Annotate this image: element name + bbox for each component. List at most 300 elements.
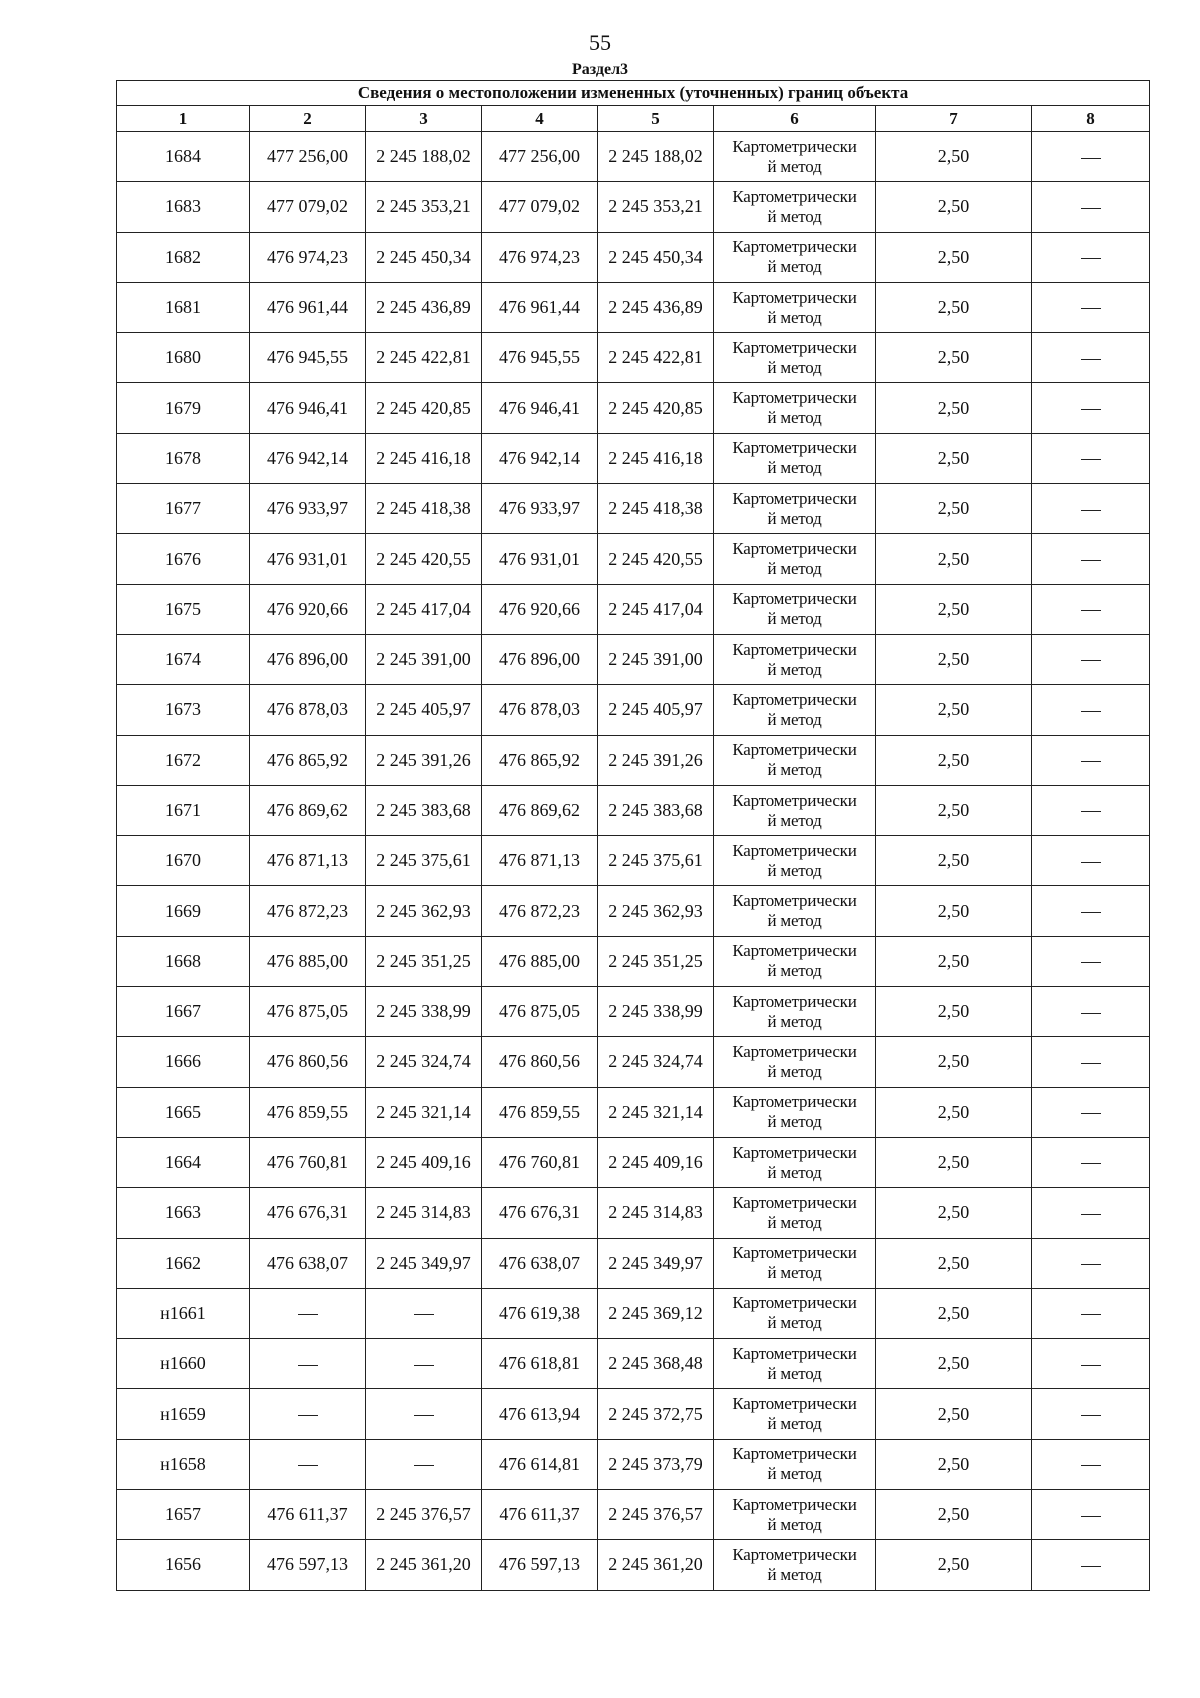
point-number-cell: 1657 (117, 1490, 250, 1540)
note-cell (1032, 1188, 1150, 1238)
accuracy-cell: 2,50 (876, 333, 1032, 383)
column-number-8: 8 (1032, 106, 1150, 132)
y-refined-cell: 2 245 391,26 (598, 735, 714, 785)
y-refined-cell: 2 245 420,55 (598, 534, 714, 584)
accuracy-cell: 2,50 (876, 987, 1032, 1037)
table-caption-row (117, 81, 1150, 106)
table-row (117, 1238, 1150, 1288)
point-number-cell: 1662 (117, 1238, 250, 1288)
method-line-2: й метод (767, 810, 822, 830)
table-caption: Сведения о местоположении измененных (уточненных) границ объекта (117, 81, 1150, 106)
y-existing-cell: 2 245 409,16 (366, 1137, 482, 1187)
method-line-1: Картометрически (732, 539, 857, 559)
x-refined-cell: 476 638,07 (482, 1238, 598, 1288)
x-refined-cell: 476 760,81 (482, 1137, 598, 1187)
method-cell (714, 685, 876, 735)
x-existing-cell: 476 931,01 (250, 534, 366, 584)
method-line-1: Картометрически (732, 991, 857, 1011)
y-existing-cell: 2 245 353,21 (366, 182, 482, 232)
accuracy-cell: 2,50 (876, 1238, 1032, 1288)
dash-mark (1081, 1013, 1101, 1014)
dash-mark (1081, 761, 1101, 762)
x-existing-cell: 476 760,81 (250, 1137, 366, 1187)
y-existing-cell: 2 245 391,26 (366, 735, 482, 785)
method-cell (714, 1037, 876, 1087)
method-line-2: й метод (767, 508, 822, 528)
table-row (117, 1439, 1150, 1489)
x-refined-cell: 476 933,97 (482, 484, 598, 534)
note-cell (1032, 634, 1150, 684)
method-cell (714, 1137, 876, 1187)
x-refined-cell: 476 676,31 (482, 1188, 598, 1238)
method-line-1: Картометрически (732, 1142, 857, 1162)
point-number-cell: 1683 (117, 182, 250, 232)
x-refined-cell: 476 920,66 (482, 584, 598, 634)
method-line-2: й метод (767, 408, 822, 428)
method-line-1: Картометрически (732, 438, 857, 458)
method-line-2: й метод (767, 659, 822, 679)
method-line-1: Картометрически (732, 941, 857, 961)
method-line-1: Картометрически (732, 1494, 857, 1514)
method-cell (714, 634, 876, 684)
x-refined-cell: 476 859,55 (482, 1087, 598, 1137)
point-number-cell: 1672 (117, 735, 250, 785)
column-number-2: 2 (250, 106, 366, 132)
table-row (117, 735, 1150, 785)
dash-mark (298, 1465, 318, 1466)
method-cell (714, 232, 876, 282)
x-refined-cell: 476 614,81 (482, 1439, 598, 1489)
accuracy-cell: 2,50 (876, 534, 1032, 584)
x-existing-cell (250, 1439, 366, 1489)
x-existing-cell: 476 945,55 (250, 333, 366, 383)
dash-mark (298, 1365, 318, 1366)
method-line-2: й метод (767, 709, 822, 729)
table-row (117, 886, 1150, 936)
x-refined-cell: 477 256,00 (482, 132, 598, 182)
method-line-2: й метод (767, 961, 822, 981)
x-existing-cell: 476 676,31 (250, 1188, 366, 1238)
dash-mark (1081, 1566, 1101, 1567)
accuracy-cell: 2,50 (876, 282, 1032, 332)
table-row (117, 1490, 1150, 1540)
point-number-cell: н1659 (117, 1389, 250, 1439)
note-cell (1032, 1439, 1150, 1489)
y-refined-cell: 2 245 376,57 (598, 1490, 714, 1540)
x-refined-cell: 476 945,55 (482, 333, 598, 383)
x-existing-cell: 476 859,55 (250, 1087, 366, 1137)
method-cell (714, 282, 876, 332)
x-existing-cell: 476 872,23 (250, 886, 366, 936)
method-line-2: й метод (767, 156, 822, 176)
x-existing-cell: 476 920,66 (250, 584, 366, 634)
accuracy-cell: 2,50 (876, 886, 1032, 936)
y-existing-cell: 2 245 418,38 (366, 484, 482, 534)
x-existing-cell: 476 597,13 (250, 1540, 366, 1590)
table-row (117, 383, 1150, 433)
method-cell (714, 735, 876, 785)
method-line-2: й метод (767, 1112, 822, 1132)
dash-mark (1081, 308, 1101, 309)
method-line-1: Картометрически (732, 337, 857, 357)
x-refined-cell: 476 942,14 (482, 433, 598, 483)
note-cell (1032, 484, 1150, 534)
method-line-2: й метод (767, 1313, 822, 1333)
accuracy-cell: 2,50 (876, 785, 1032, 835)
method-cell (714, 1490, 876, 1540)
point-number-cell: 1684 (117, 132, 250, 182)
table-row (117, 484, 1150, 534)
y-existing-cell: 2 245 383,68 (366, 785, 482, 835)
table-row (117, 1087, 1150, 1137)
y-existing-cell: 2 245 324,74 (366, 1037, 482, 1087)
dash-mark (1081, 811, 1101, 812)
x-existing-cell: 476 869,62 (250, 785, 366, 835)
note-cell (1032, 1389, 1150, 1439)
method-line-1: Картометрически (732, 136, 857, 156)
note-cell (1032, 785, 1150, 835)
point-number-cell: 1675 (117, 584, 250, 634)
table-row (117, 785, 1150, 835)
accuracy-cell: 2,50 (876, 685, 1032, 735)
dash-mark (1081, 158, 1101, 159)
method-line-2: й метод (767, 1162, 822, 1182)
dash-mark (1081, 1415, 1101, 1416)
table-row (117, 1288, 1150, 1338)
accuracy-cell: 2,50 (876, 1288, 1032, 1338)
x-refined-cell: 476 961,44 (482, 282, 598, 332)
table-row (117, 584, 1150, 634)
dash-mark (1081, 409, 1101, 410)
note-cell (1032, 685, 1150, 735)
x-existing-cell (250, 1389, 366, 1439)
x-refined-cell: 476 872,23 (482, 886, 598, 936)
table-row (117, 1339, 1150, 1389)
point-number-cell: 1671 (117, 785, 250, 835)
dash-mark (1081, 1314, 1101, 1315)
y-existing-cell: 2 245 405,97 (366, 685, 482, 735)
method-cell (714, 1238, 876, 1288)
dash-mark (1081, 1163, 1101, 1164)
y-existing-cell: 2 245 391,00 (366, 634, 482, 684)
y-refined-cell: 2 245 338,99 (598, 987, 714, 1037)
point-number-cell: 1667 (117, 987, 250, 1037)
y-refined-cell: 2 245 436,89 (598, 282, 714, 332)
x-existing-cell: 476 961,44 (250, 282, 366, 332)
x-existing-cell: 476 865,92 (250, 735, 366, 785)
method-line-1: Картометрически (732, 488, 857, 508)
note-cell (1032, 836, 1150, 886)
point-number-cell: 1669 (117, 886, 250, 936)
point-number-cell: 1680 (117, 333, 250, 383)
x-existing-cell (250, 1339, 366, 1389)
column-number-5: 5 (598, 106, 714, 132)
accuracy-cell: 2,50 (876, 735, 1032, 785)
y-existing-cell: 2 245 188,02 (366, 132, 482, 182)
accuracy-cell: 2,50 (876, 634, 1032, 684)
method-cell (714, 1339, 876, 1389)
point-number-cell: 1676 (117, 534, 250, 584)
y-existing-cell: 2 245 338,99 (366, 987, 482, 1037)
dash-mark (414, 1365, 434, 1366)
dash-mark (1081, 359, 1101, 360)
x-existing-cell: 476 946,41 (250, 383, 366, 433)
point-number-cell: 1677 (117, 484, 250, 534)
dash-mark (414, 1314, 434, 1315)
note-cell (1032, 333, 1150, 383)
method-line-1: Картометрически (732, 689, 857, 709)
method-cell (714, 383, 876, 433)
accuracy-cell: 2,50 (876, 1540, 1032, 1590)
note-cell (1032, 987, 1150, 1037)
note-cell (1032, 534, 1150, 584)
note-cell (1032, 232, 1150, 282)
x-refined-cell: 476 896,00 (482, 634, 598, 684)
method-cell (714, 987, 876, 1037)
dash-mark (298, 1314, 318, 1315)
method-line-1: Картометрически (732, 287, 857, 307)
table-row (117, 282, 1150, 332)
dash-mark (1081, 962, 1101, 963)
x-existing-cell: 476 871,13 (250, 836, 366, 886)
x-existing-cell: 476 638,07 (250, 1238, 366, 1288)
note-cell (1032, 584, 1150, 634)
column-number-7: 7 (876, 106, 1032, 132)
point-number-cell: н1658 (117, 1439, 250, 1489)
point-number-cell: 1682 (117, 232, 250, 282)
table-row (117, 987, 1150, 1037)
method-cell (714, 1188, 876, 1238)
y-existing-cell (366, 1339, 482, 1389)
table-row (117, 1137, 1150, 1187)
y-refined-cell: 2 245 188,02 (598, 132, 714, 182)
dash-mark (1081, 711, 1101, 712)
method-line-1: Картометрически (732, 388, 857, 408)
boundary-coordinates-table (116, 80, 1150, 1591)
point-number-cell: 1681 (117, 282, 250, 332)
y-refined-cell: 2 245 417,04 (598, 584, 714, 634)
x-existing-cell: 476 974,23 (250, 232, 366, 282)
point-number-cell: 1666 (117, 1037, 250, 1087)
method-line-1: Картометрически (732, 891, 857, 911)
y-refined-cell: 2 245 375,61 (598, 836, 714, 886)
table-row (117, 232, 1150, 282)
dash-mark (1081, 258, 1101, 259)
accuracy-cell: 2,50 (876, 484, 1032, 534)
method-line-2: й метод (767, 559, 822, 579)
dash-mark (414, 1465, 434, 1466)
y-refined-cell: 2 245 391,00 (598, 634, 714, 684)
method-cell (714, 785, 876, 835)
method-cell (714, 333, 876, 383)
note-cell (1032, 1288, 1150, 1338)
note-cell (1032, 182, 1150, 232)
accuracy-cell: 2,50 (876, 1137, 1032, 1187)
method-line-2: й метод (767, 609, 822, 629)
method-line-2: й метод (767, 1414, 822, 1434)
y-refined-cell: 2 245 324,74 (598, 1037, 714, 1087)
x-refined-cell: 476 931,01 (482, 534, 598, 584)
y-existing-cell: 2 245 351,25 (366, 936, 482, 986)
point-number-cell: 1665 (117, 1087, 250, 1137)
y-refined-cell: 2 245 353,21 (598, 182, 714, 232)
y-refined-cell: 2 245 362,93 (598, 886, 714, 936)
note-cell (1032, 886, 1150, 936)
accuracy-cell: 2,50 (876, 936, 1032, 986)
x-existing-cell: 477 079,02 (250, 182, 366, 232)
method-line-2: й метод (767, 1564, 822, 1584)
accuracy-cell: 2,50 (876, 1339, 1032, 1389)
dash-mark (1081, 660, 1101, 661)
table-row (117, 836, 1150, 886)
x-existing-cell: 476 878,03 (250, 685, 366, 735)
table-row (117, 936, 1150, 986)
x-existing-cell: 476 896,00 (250, 634, 366, 684)
note-cell (1032, 1238, 1150, 1288)
accuracy-cell: 2,50 (876, 383, 1032, 433)
x-existing-cell: 476 611,37 (250, 1490, 366, 1540)
x-existing-cell: 476 875,05 (250, 987, 366, 1037)
section-title: Раздел3 (571, 61, 629, 78)
method-line-1: Картометрически (732, 790, 857, 810)
method-line-1: Картометрически (732, 589, 857, 609)
method-line-2: й метод (767, 357, 822, 377)
y-existing-cell: 2 245 361,20 (366, 1540, 482, 1590)
table-row (117, 1037, 1150, 1087)
note-cell (1032, 1540, 1150, 1590)
method-line-2: й метод (767, 307, 822, 327)
dash-mark (1081, 912, 1101, 913)
note-cell (1032, 1339, 1150, 1389)
method-line-2: й метод (767, 1011, 822, 1031)
dash-mark (1081, 1214, 1101, 1215)
accuracy-cell: 2,50 (876, 182, 1032, 232)
x-refined-cell: 476 875,05 (482, 987, 598, 1037)
x-existing-cell: 477 256,00 (250, 132, 366, 182)
table-row (117, 534, 1150, 584)
method-line-1: Картометрически (732, 1544, 857, 1564)
method-line-2: й метод (767, 1061, 822, 1081)
dash-mark (1081, 1465, 1101, 1466)
method-cell (714, 484, 876, 534)
x-refined-cell: 476 871,13 (482, 836, 598, 886)
point-number-cell: 1674 (117, 634, 250, 684)
point-number-cell: 1678 (117, 433, 250, 483)
method-line-2: й метод (767, 257, 822, 277)
y-refined-cell: 2 245 450,34 (598, 232, 714, 282)
accuracy-cell: 2,50 (876, 836, 1032, 886)
y-refined-cell: 2 245 383,68 (598, 785, 714, 835)
x-existing-cell: 476 933,97 (250, 484, 366, 534)
y-refined-cell: 2 245 420,85 (598, 383, 714, 433)
method-line-1: Картометрически (732, 1394, 857, 1414)
y-refined-cell: 2 245 369,12 (598, 1288, 714, 1338)
y-existing-cell: 2 245 314,83 (366, 1188, 482, 1238)
method-cell (714, 584, 876, 634)
dash-mark (1081, 560, 1101, 561)
method-cell (714, 1288, 876, 1338)
accuracy-cell: 2,50 (876, 1037, 1032, 1087)
y-existing-cell: 2 245 321,14 (366, 1087, 482, 1137)
method-cell (714, 1540, 876, 1590)
note-cell (1032, 735, 1150, 785)
x-refined-cell: 476 878,03 (482, 685, 598, 735)
point-number-cell: 1663 (117, 1188, 250, 1238)
x-refined-cell: 476 885,00 (482, 936, 598, 986)
accuracy-cell: 2,50 (876, 584, 1032, 634)
accuracy-cell: 2,50 (876, 1439, 1032, 1489)
y-existing-cell: 2 245 436,89 (366, 282, 482, 332)
dash-mark (1081, 862, 1101, 863)
note-cell (1032, 282, 1150, 332)
table-row (117, 433, 1150, 483)
method-line-1: Картометрически (732, 1444, 857, 1464)
page-number: 55 (589, 30, 611, 55)
dash-mark (298, 1415, 318, 1416)
y-refined-cell: 2 245 409,16 (598, 1137, 714, 1187)
x-refined-cell: 476 865,92 (482, 735, 598, 785)
method-line-2: й метод (767, 1464, 822, 1484)
point-number-cell: н1660 (117, 1339, 250, 1389)
y-refined-cell: 2 245 321,14 (598, 1087, 714, 1137)
method-cell (714, 433, 876, 483)
y-existing-cell: 2 245 422,81 (366, 333, 482, 383)
method-line-1: Картометрически (732, 237, 857, 257)
table-row (117, 1540, 1150, 1590)
accuracy-cell: 2,50 (876, 433, 1032, 483)
point-number-cell: 1670 (117, 836, 250, 886)
y-refined-cell: 2 245 405,97 (598, 685, 714, 735)
accuracy-cell: 2,50 (876, 232, 1032, 282)
point-number-cell: 1664 (117, 1137, 250, 1187)
method-line-1: Картометрически (732, 1293, 857, 1313)
y-refined-cell: 2 245 422,81 (598, 333, 714, 383)
method-line-2: й метод (767, 1514, 822, 1534)
point-number-cell: 1673 (117, 685, 250, 735)
y-existing-cell: 2 245 375,61 (366, 836, 482, 886)
y-existing-cell: 2 245 349,97 (366, 1238, 482, 1288)
method-line-1: Картометрически (732, 1343, 857, 1363)
dash-mark (1081, 1264, 1101, 1265)
table-row (117, 132, 1150, 182)
x-refined-cell: 476 974,23 (482, 232, 598, 282)
x-refined-cell: 476 611,37 (482, 1490, 598, 1540)
note-cell (1032, 132, 1150, 182)
x-existing-cell: 476 942,14 (250, 433, 366, 483)
y-refined-cell: 2 245 351,25 (598, 936, 714, 986)
dash-mark (1081, 510, 1101, 511)
y-refined-cell: 2 245 372,75 (598, 1389, 714, 1439)
column-number-4: 4 (482, 106, 598, 132)
y-existing-cell: 2 245 417,04 (366, 584, 482, 634)
method-cell (714, 182, 876, 232)
method-line-2: й метод (767, 1212, 822, 1232)
method-line-2: й метод (767, 1363, 822, 1383)
note-cell (1032, 1137, 1150, 1187)
accuracy-cell: 2,50 (876, 1188, 1032, 1238)
y-refined-cell: 2 245 418,38 (598, 484, 714, 534)
accuracy-cell: 2,50 (876, 1087, 1032, 1137)
dash-mark (1081, 1365, 1101, 1366)
point-number-cell: 1656 (117, 1540, 250, 1590)
y-existing-cell (366, 1389, 482, 1439)
note-cell (1032, 1087, 1150, 1137)
table-row (117, 333, 1150, 383)
point-number-cell: 1668 (117, 936, 250, 986)
method-line-1: Картометрически (732, 1243, 857, 1263)
x-refined-cell: 476 869,62 (482, 785, 598, 835)
dash-mark (1081, 1063, 1101, 1064)
